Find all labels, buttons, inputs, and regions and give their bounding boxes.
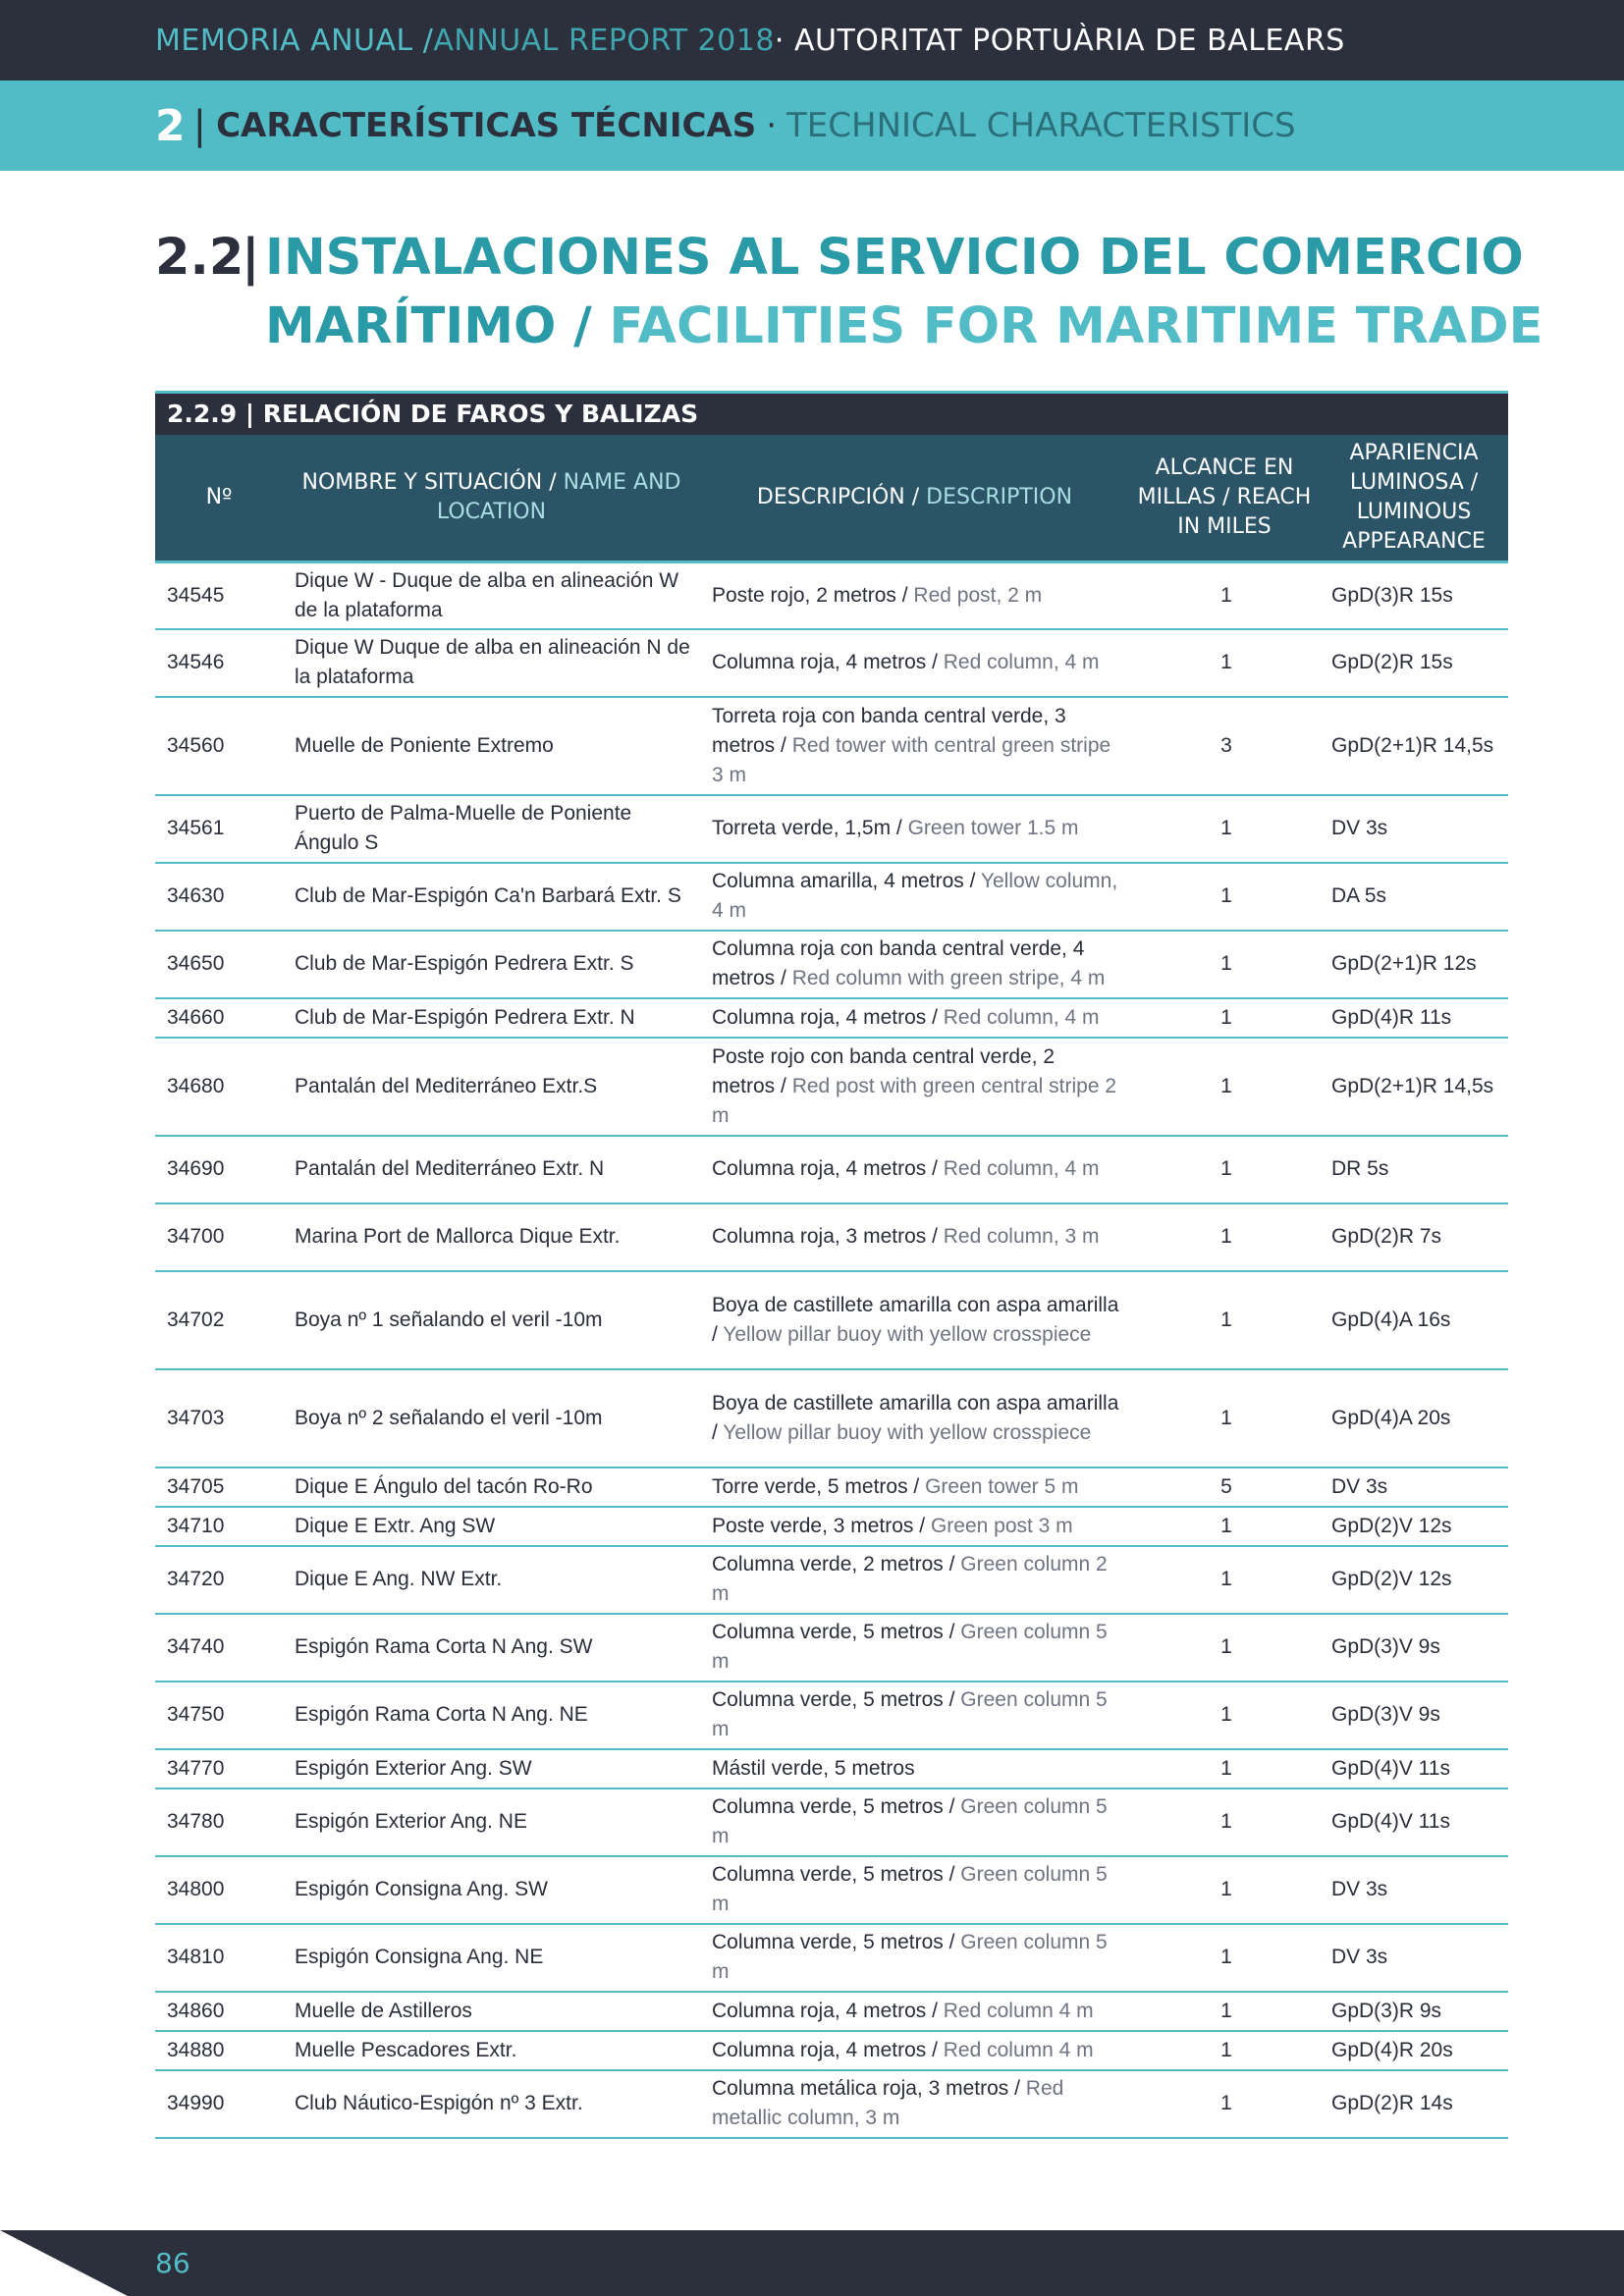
- cell-description: [700, 863, 1129, 931]
- cell-description-es: Torreta verde, 1,5m /: [712, 817, 908, 839]
- cell-description-es: Columna roja, 4 metros /: [712, 2038, 944, 2061]
- cell-number: 34780: [155, 1789, 283, 1856]
- heading-number: 2.2: [155, 229, 244, 287]
- cell-reach: 1: [1129, 1924, 1320, 1992]
- cell-description: [700, 1682, 1129, 1749]
- table-row: [155, 1856, 1508, 1924]
- cell-name: Espigón Consigna Ang. NE: [283, 1924, 700, 1992]
- table-row: [155, 1924, 1508, 1992]
- cell-appearance: GpD(2)V 12s: [1320, 1546, 1508, 1614]
- cell-number: 34690: [155, 1136, 283, 1203]
- cell-number: 34703: [155, 1369, 283, 1468]
- table-row: [155, 697, 1508, 795]
- section-dot: ·: [766, 106, 778, 145]
- cell-description: [700, 1614, 1129, 1682]
- cell-description-en: Green column 5 m: [712, 1621, 1108, 1673]
- cell-number: 34750: [155, 1682, 283, 1749]
- table-row: [155, 863, 1508, 931]
- cell-appearance: DV 3s: [1320, 795, 1508, 863]
- cell-number: 34630: [155, 863, 283, 931]
- cell-description: [700, 562, 1129, 629]
- col-header-reach: ALCANCE EN MILLAS / REACH IN MILES: [1129, 435, 1320, 562]
- cell-description-en: Red column, 3 m: [943, 1225, 1100, 1248]
- col-header-name-en: NAME AND LOCATION: [436, 470, 681, 524]
- cell-description: [700, 2031, 1129, 2070]
- cell-description-es: Torre verde, 5 metros /: [712, 1474, 926, 1498]
- cell-appearance: GpD(4)R 20s: [1320, 2031, 1508, 2070]
- col-header-name: [283, 435, 700, 562]
- cell-reach: 1: [1129, 998, 1320, 1038]
- cell-description-en: Red column with green stripe, 4 m: [791, 967, 1106, 989]
- section-number: 2: [155, 100, 186, 151]
- cell-description: [700, 1271, 1129, 1369]
- cell-description-en: Red post with green central stripe 2 m: [712, 1074, 1117, 1127]
- table-row: [155, 2070, 1508, 2138]
- cell-number: 34680: [155, 1038, 283, 1136]
- cell-appearance: DA 5s: [1320, 863, 1508, 931]
- cell-description: [700, 1203, 1129, 1271]
- col-header-description: [700, 435, 1129, 562]
- cell-name: Espigón Exterior Ang. SW: [283, 1749, 700, 1789]
- cell-description-en: Red metallic column, 3 m: [712, 2077, 1064, 2129]
- cell-description-en: Red column, 4 m: [943, 651, 1100, 673]
- cell-description: [700, 1507, 1129, 1546]
- section-title-es: CARACTERÍSTICAS TÉCNICAS: [216, 106, 757, 145]
- cell-appearance: GpD(2)R 15s: [1320, 629, 1508, 697]
- cell-name: Club Náutico-Espigón nº 3 Extr.: [283, 2070, 700, 2138]
- cell-name: Boya nº 2 señalando el veril -10m: [283, 1369, 700, 1468]
- cell-appearance: DV 3s: [1320, 1924, 1508, 1992]
- col-header-number: Nº: [155, 435, 283, 562]
- cell-reach: 1: [1129, 629, 1320, 697]
- cell-name: Club de Mar-Espigón Pedrera Extr. N: [283, 998, 700, 1038]
- cell-description-en: Yellow pillar buoy with yellow crosspiece: [723, 1322, 1092, 1346]
- cell-number: 34560: [155, 697, 283, 795]
- table-row: [155, 1992, 1508, 2031]
- cell-description-en: Green column 5 m: [712, 1931, 1108, 1983]
- cell-description-es: Columna verde, 5 metros /: [712, 1931, 961, 1953]
- cell-description: [700, 1468, 1129, 1507]
- cell-appearance: GpD(4)V 11s: [1320, 1749, 1508, 1789]
- cell-name: Dique W Duque de alba en alineación N de la plataforma: [283, 629, 700, 697]
- table-row: [155, 2031, 1508, 2070]
- cell-appearance: GpD(3)V 9s: [1320, 1682, 1508, 1749]
- cell-description: [700, 931, 1129, 998]
- section-separator: |: [192, 103, 207, 148]
- section-title-en: TECHNICAL CHARACTERISTICS: [786, 106, 1296, 145]
- header-authority: · AUTORITAT PORTUÀRIA DE BALEARS: [774, 23, 1345, 58]
- cell-description-en: Yellow column, 4 m: [712, 870, 1118, 922]
- cell-description-es: Columna roja, 3 metros /: [712, 1225, 944, 1248]
- cell-appearance: DV 3s: [1320, 1856, 1508, 1924]
- page-footer: [0, 2230, 1624, 2296]
- cell-appearance: GpD(2+1)R 14,5s: [1320, 697, 1508, 795]
- cell-reach: 1: [1129, 1789, 1320, 1856]
- cell-name: Dique W - Duque de alba en alineación W de la plataforma: [283, 562, 700, 629]
- cell-description: [700, 1992, 1129, 2031]
- page-number: 86: [155, 2247, 190, 2279]
- cell-description-es: Columna roja, 4 metros /: [712, 651, 944, 673]
- cell-description-en: Green column 5 m: [712, 1863, 1108, 1915]
- col-header-desc-es: DESCRIPCIÓN /: [756, 485, 927, 509]
- cell-reach: 1: [1129, 1546, 1320, 1614]
- cell-appearance: GpD(4)A 20s: [1320, 1369, 1508, 1468]
- table-caption: 2.2.9 | RELACIÓN DE FAROS Y BALIZAS: [155, 391, 1508, 435]
- cell-description-en: Green post 3 m: [930, 1514, 1073, 1537]
- cell-name: Pantalán del Mediterráneo Extr.S: [283, 1038, 700, 1136]
- table-row: [155, 1369, 1508, 1468]
- header-report-es: MEMORIA ANUAL /: [155, 23, 434, 58]
- header-report-en: ANNUAL REPORT 2018: [433, 23, 775, 58]
- table-row: [155, 931, 1508, 998]
- cell-reach: 1: [1129, 1614, 1320, 1682]
- cell-number: 34702: [155, 1271, 283, 1369]
- cell-description: [700, 1546, 1129, 1614]
- cell-reach: 1: [1129, 562, 1320, 629]
- cell-number: 34561: [155, 795, 283, 863]
- cell-name: Espigón Exterior Ang. NE: [283, 1789, 700, 1856]
- cell-number: 34810: [155, 1924, 283, 1992]
- cell-reach: 1: [1129, 931, 1320, 998]
- cell-reach: 5: [1129, 1468, 1320, 1507]
- table-row: [155, 1546, 1508, 1614]
- table-row: [155, 1203, 1508, 1271]
- cell-reach: 1: [1129, 1038, 1320, 1136]
- cell-reach: 1: [1129, 1136, 1320, 1203]
- cell-description: [700, 1038, 1129, 1136]
- cell-description-es: Columna roja, 4 metros /: [712, 1999, 944, 2022]
- cell-appearance: GpD(2)R 7s: [1320, 1203, 1508, 1271]
- cell-description-es: Columna verde, 5 metros /: [712, 1688, 961, 1711]
- cell-description-en: Red column 4 m: [943, 1999, 1094, 2022]
- cell-number: 34546: [155, 629, 283, 697]
- cell-reach: 1: [1129, 863, 1320, 931]
- cell-description-en: Red column, 4 m: [943, 1005, 1100, 1029]
- heading-separator: |: [242, 229, 260, 287]
- table-row: [155, 1038, 1508, 1136]
- cell-reach: 1: [1129, 1271, 1320, 1369]
- cell-reach: 1: [1129, 2070, 1320, 2138]
- cell-description-es: Mástil verde, 5 metros: [712, 1756, 915, 1780]
- cell-number: 34545: [155, 562, 283, 629]
- footer-slash-decoration: [0, 2230, 128, 2296]
- cell-description-en: Red column, 4 m: [943, 1157, 1100, 1180]
- col-header-appearance: APARIENCIA LUMINOSA / LUMINOUS APPEARANCE: [1320, 435, 1508, 562]
- cell-number: 34710: [155, 1507, 283, 1546]
- cell-description-en: Green column 2 m: [712, 1553, 1108, 1605]
- cell-description-es: Columna verde, 5 metros /: [712, 1795, 961, 1818]
- table-row: [155, 1749, 1508, 1789]
- cell-description-es: Columna verde, 5 metros /: [712, 1863, 961, 1886]
- cell-appearance: GpD(4)V 11s: [1320, 1789, 1508, 1856]
- cell-name: Marina Port de Mallorca Dique Extr.: [283, 1203, 700, 1271]
- cell-description-es: Poste rojo, 2 metros /: [712, 583, 914, 607]
- cell-name: Muelle de Astilleros: [283, 1992, 700, 2031]
- heading-line1: INSTALACIONES AL SERVICIO DEL COMERCIO: [265, 229, 1524, 287]
- cell-appearance: GpD(2+1)R 12s: [1320, 931, 1508, 998]
- cell-name: Muelle Pescadores Extr.: [283, 2031, 700, 2070]
- cell-reach: 1: [1129, 1369, 1320, 1468]
- cell-description-es: Columna roja, 4 metros /: [712, 1005, 944, 1029]
- cell-description-es: Columna verde, 5 metros /: [712, 1621, 961, 1643]
- cell-appearance: GpD(2)R 14s: [1320, 2070, 1508, 2138]
- table-row: [155, 1507, 1508, 1546]
- section-bar: [0, 80, 1624, 171]
- cell-number: 34660: [155, 998, 283, 1038]
- cell-appearance: GpD(3)R 15s: [1320, 562, 1508, 629]
- cell-reach: 3: [1129, 697, 1320, 795]
- table-row: [155, 629, 1508, 697]
- lighthouse-table: [155, 391, 1508, 2139]
- cell-reach: 1: [1129, 2031, 1320, 2070]
- cell-name: Club de Mar-Espigón Pedrera Extr. S: [283, 931, 700, 998]
- cell-description-en: Green tower 1.5 m: [907, 817, 1079, 839]
- cell-name: Espigón Rama Corta N Ang. SW: [283, 1614, 700, 1682]
- cell-reach: 1: [1129, 1682, 1320, 1749]
- cell-appearance: GpD(4)R 11s: [1320, 998, 1508, 1038]
- cell-reach: 1: [1129, 1992, 1320, 2031]
- cell-description-en: Red column 4 m: [943, 2038, 1094, 2061]
- heading-line2-en: FACILITIES FOR MARITIME TRADE: [609, 297, 1543, 355]
- cell-description-es: Boya de castillete amarilla con aspa amarilla /: [712, 1293, 1119, 1346]
- cell-number: 34650: [155, 931, 283, 998]
- cell-description-en: Green column 5 m: [712, 1688, 1108, 1740]
- table-row: [155, 795, 1508, 863]
- table: [155, 435, 1508, 2139]
- cell-number: 34860: [155, 1992, 283, 2031]
- heading-line2-es: MARÍTIMO /: [265, 297, 610, 355]
- cell-number: 34720: [155, 1546, 283, 1614]
- table-row: [155, 562, 1508, 629]
- report-header-bar: [0, 0, 1624, 80]
- table-row: [155, 1468, 1508, 1507]
- cell-appearance: GpD(3)R 9s: [1320, 1992, 1508, 2031]
- table-row: [155, 1789, 1508, 1856]
- cell-description-es: Columna metálica roja, 3 metros /: [712, 2077, 1026, 2100]
- cell-description: [700, 629, 1129, 697]
- cell-name: Dique E Ángulo del tacón Ro-Ro: [283, 1468, 700, 1507]
- cell-description-es: Columna roja con banda central verde, 4 metros /: [712, 937, 1085, 989]
- cell-description: [700, 697, 1129, 795]
- cell-number: 34880: [155, 2031, 283, 2070]
- cell-name: Boya nº 1 señalando el veril -10m: [283, 1271, 700, 1369]
- cell-number: 34705: [155, 1468, 283, 1507]
- cell-description-es: Torreta roja con banda central verde, 3 metros /: [712, 704, 1066, 757]
- table-row: [155, 1271, 1508, 1369]
- cell-description: [700, 1789, 1129, 1856]
- cell-name: Muelle de Poniente Extremo: [283, 697, 700, 795]
- cell-reach: 1: [1129, 1749, 1320, 1789]
- cell-description: [700, 998, 1129, 1038]
- cell-number: 34770: [155, 1749, 283, 1789]
- cell-name: Club de Mar-Espigón Ca'n Barbará Extr. S: [283, 863, 700, 931]
- cell-name: Pantalán del Mediterráneo Extr. N: [283, 1136, 700, 1203]
- cell-reach: 1: [1129, 795, 1320, 863]
- heading-line2: [265, 293, 1543, 361]
- cell-name: Puerto de Palma-Muelle de Poniente Ángulo S: [283, 795, 700, 863]
- cell-number: 34740: [155, 1614, 283, 1682]
- cell-description-en: Yellow pillar buoy with yellow crosspiece: [723, 1420, 1092, 1444]
- cell-number: 34800: [155, 1856, 283, 1924]
- cell-appearance: GpD(2)V 12s: [1320, 1507, 1508, 1546]
- cell-description-en: Green column 5 m: [712, 1795, 1108, 1847]
- cell-name: Espigón Rama Corta N Ang. NE: [283, 1682, 700, 1749]
- cell-name: Dique E Extr. Ang SW: [283, 1507, 700, 1546]
- cell-number: 34990: [155, 2070, 283, 2138]
- cell-description: [700, 1856, 1129, 1924]
- table-row: [155, 1136, 1508, 1203]
- cell-description-es: Boya de castillete amarilla con aspa amarilla /: [712, 1391, 1119, 1444]
- cell-description-es: Poste rojo con banda central verde, 2 metros /: [712, 1044, 1056, 1097]
- cell-description-en: Red post, 2 m: [913, 583, 1043, 607]
- cell-description-en: Green tower 5 m: [925, 1474, 1079, 1498]
- cell-description-es: Columna verde, 2 metros /: [712, 1553, 961, 1575]
- cell-description: [700, 1136, 1129, 1203]
- cell-appearance: GpD(2+1)R 14,5s: [1320, 1038, 1508, 1136]
- col-header-desc-en: DESCRIPTION: [926, 485, 1073, 509]
- cell-description-es: Columna amarilla, 4 metros /: [712, 870, 981, 892]
- cell-appearance: DV 3s: [1320, 1468, 1508, 1507]
- table-header-row: [155, 435, 1508, 562]
- cell-description: [700, 2070, 1129, 2138]
- col-header-name-es: NOMBRE Y SITUACIÓN /: [301, 470, 564, 495]
- cell-description-es: Poste verde, 3 metros /: [712, 1514, 931, 1537]
- cell-description: [700, 795, 1129, 863]
- cell-description: [700, 1924, 1129, 1992]
- cell-description: [700, 1369, 1129, 1468]
- table-row: [155, 1682, 1508, 1749]
- cell-number: 34700: [155, 1203, 283, 1271]
- cell-description-es: Columna roja, 4 metros /: [712, 1157, 944, 1180]
- cell-appearance: DR 5s: [1320, 1136, 1508, 1203]
- cell-description-en: Red tower with central green stripe 3 m: [712, 733, 1111, 786]
- cell-appearance: GpD(4)A 16s: [1320, 1271, 1508, 1369]
- cell-appearance: GpD(3)V 9s: [1320, 1614, 1508, 1682]
- cell-reach: 1: [1129, 1856, 1320, 1924]
- cell-reach: 1: [1129, 1507, 1320, 1546]
- cell-reach: 1: [1129, 1203, 1320, 1271]
- cell-name: Espigón Consigna Ang. SW: [283, 1856, 700, 1924]
- table-row: [155, 998, 1508, 1038]
- cell-name: Dique E Ang. NW Extr.: [283, 1546, 700, 1614]
- table-row: [155, 1614, 1508, 1682]
- cell-description: [700, 1749, 1129, 1789]
